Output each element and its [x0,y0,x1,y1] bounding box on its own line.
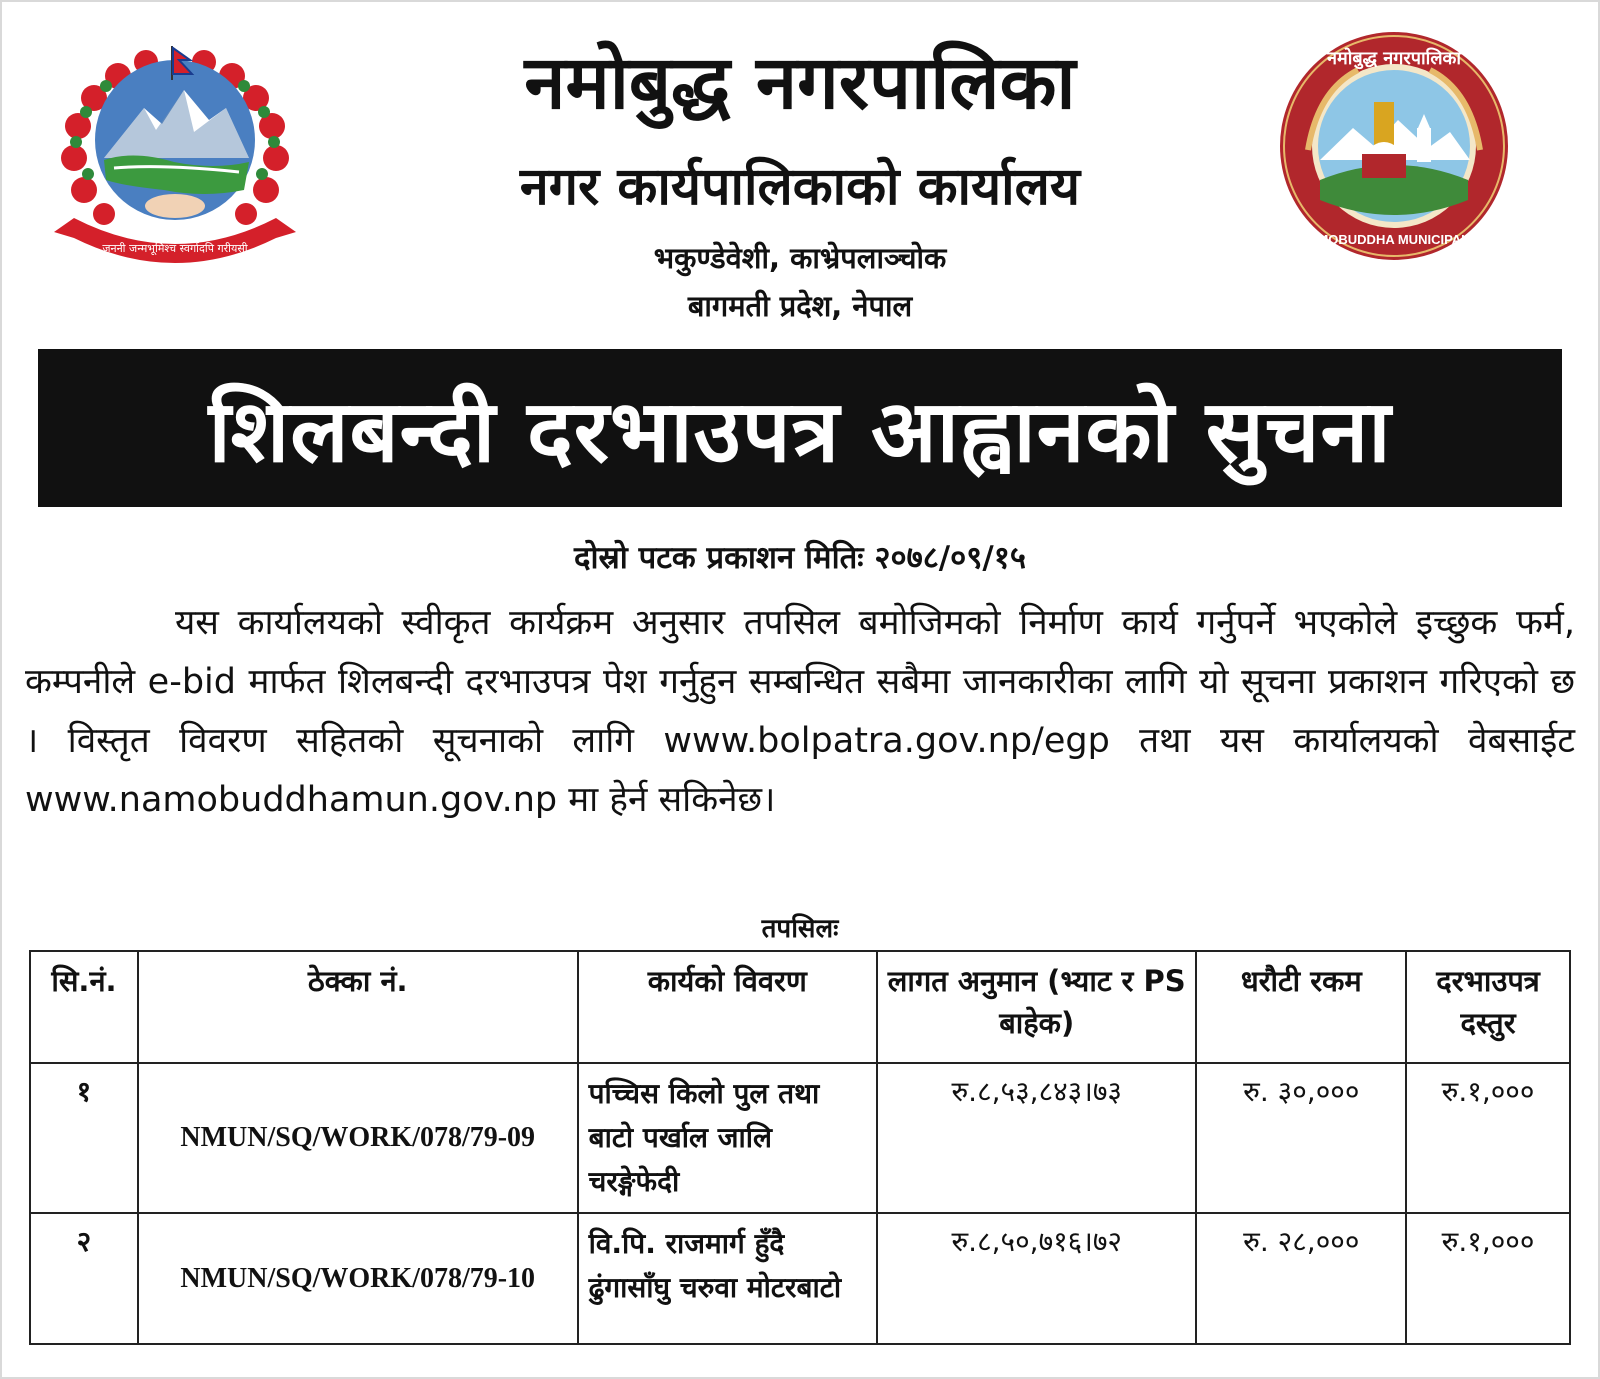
table-row [30,1213,1570,1344]
col-header-cost-estimate: लागत अनुमान (भ्याट र PS बाहेक) [877,951,1196,1063]
col-header-fee: दरभाउपत्र दस्तुर [1406,951,1570,1063]
municipality-seal-logo [1278,30,1510,262]
cell-contract-no: NMUN/SQ/WORK/078/79-10 [138,1213,578,1344]
emblem-motto: जननी जन्मभूमिश्च स्वर्गादपि गरीयसी [102,242,248,255]
table-header-row [30,951,1570,1063]
publication-date: दोस्रो पटक प्रकाशन मितिः २०७८/०९/१५ [574,540,1026,576]
seal-top-text: नमोबुद्ध नगरपालिका [1326,48,1462,69]
address-line-2: बागमती प्रदेश, नेपाल [687,289,913,323]
cell-cost-estimate: रु.८,५०,७१६।७२ [877,1213,1196,1344]
cell-sn: १ [30,1063,138,1213]
cell-sn: २ [30,1213,138,1344]
office-name: नगर कार्यपालिकाको कार्यालय [519,157,1081,217]
col-header-description: कार्यको विवरण [578,951,877,1063]
col-header-sn: सि.नं. [30,951,138,1063]
cell-fee: रु.१,००० [1406,1063,1570,1213]
notice-title: शिलबन्दी दरभाउपत्र आह्वानको सुचना [208,381,1392,482]
seal-bottom-text: NAMOBUDDHA MUNICIPALITY [1298,232,1490,247]
col-header-contract-no: ठेक्का नं. [138,951,578,1063]
schedule-label: तपसिलः [761,914,839,944]
cell-cost-estimate: रु.८,५३,८४३।७३ [877,1063,1196,1213]
notice-body-text: यस कार्यालयको स्वीकृत कार्यक्रम अनुसार तपसिल बमोजिमको निर्माण कार्य गर्नुपर्ने भएकोले इच्छुक फर्म, कम्पनीले e-bid मार्फत शिलबन्दी दरभाउपत्र पेश गर्नुहुन सम्बन्धित सबैमा जानकारीका लागि यो सूचना प्रकाशन गरिएको छ । विस्तृत विवरण सहितको सूचनाको लागि www.bolpatra.gov.np/egp तथा यस कार्यालयको वेबसाईट www.namobuddhamun.gov.np मा हेर्न सकिनेछ। [25,603,1575,820]
address-line-1: भकुण्डेवेशी, काभ्रेपलाञ्चोक [653,241,947,275]
municipality-name: नमोबुद्ध नगरपालिका [524,40,1076,126]
cell-description: वि.पि. राजमार्ग हुँदै ढुंगासाँघु चरुवा मोटरबाटो [578,1213,877,1344]
works-table [29,950,1571,1345]
cell-deposit: रु. ३०,००० [1196,1063,1406,1213]
cell-contract-no: NMUN/SQ/WORK/078/79-09 [138,1063,578,1213]
notice-title-banner [38,349,1562,507]
nepal-emblem-logo [44,40,306,265]
notice-body [25,594,1575,830]
cell-deposit: रु. २८,००० [1196,1213,1406,1344]
col-header-deposit: धरौटी रकम [1196,951,1406,1063]
cell-fee: रु.१,००० [1406,1213,1570,1344]
table-row [30,1063,1570,1213]
cell-description: पच्चिस किलो पुल तथा बाटो पर्खाल जालि चरङ्गेफेदी [578,1063,877,1213]
